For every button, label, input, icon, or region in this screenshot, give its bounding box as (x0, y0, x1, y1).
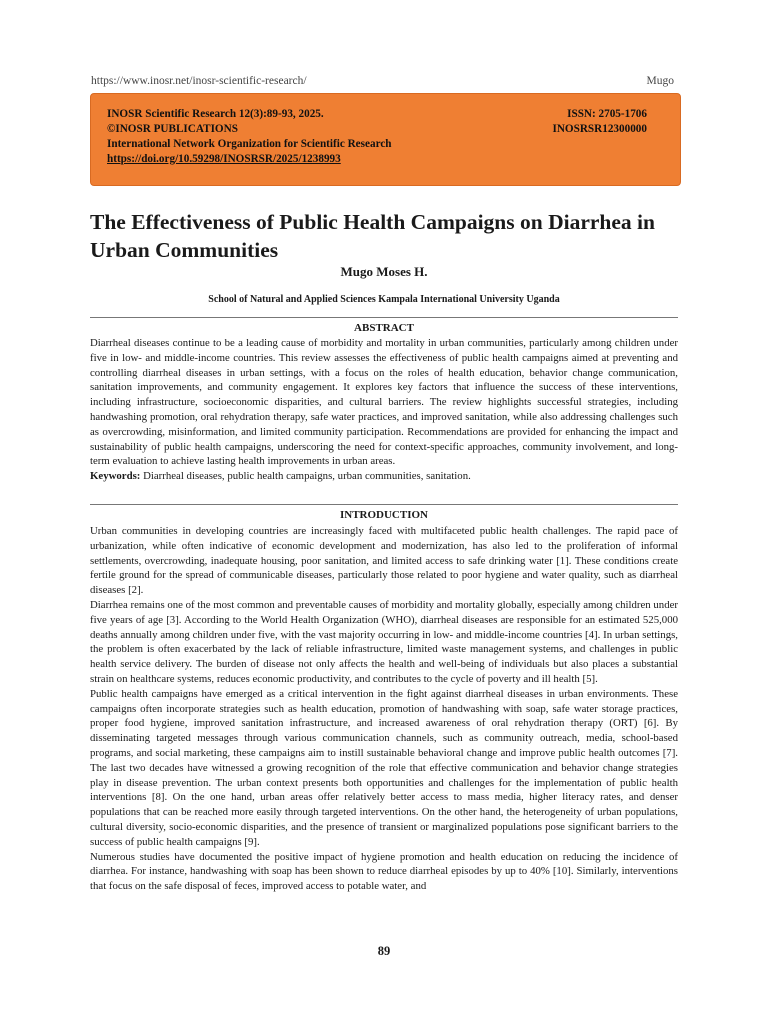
copyright-line: ©INOSR PUBLICATIONS (107, 123, 238, 135)
abstract-text: Diarrheal diseases continue to be a leading cause of morbidity and mortality in urban communities, particularly among children under five in low- and middle-income countries. This review assesses the effectiveness of public health campaigns aimed at preventing and controlling diarrheal diseases in urban settings, with a focus on the roles of health education, behavior change communication, sanitation improvements, and community engagement. It explores key factors that influence the success of these interventions, including infrastructure, socioeconomic disparities, and cultural barriers. The review highlights successful strategies, including handwashing promotion, oral rehydration therapy, safe water practices, and improved sanitation, while also addressing challenges such as overcrowding, misinformation, and limited community participation. Recommendations are provided for enhancing the impact and sustainability of public health campaigns, underscoring the need for context-specific approaches, community involvement, and long-term evaluation to achieve lasting health improvements in urban areas. (90, 337, 678, 468)
abstract-body (90, 336, 678, 484)
doi-link[interactable]: https://doi.org/10.59298/INOSRSR/2025/1238993 (107, 153, 341, 165)
organization-line: International Network Organization for Scientific Research (107, 138, 392, 150)
article-id: INOSRSR12300000 (552, 123, 647, 135)
intro-paragraph: Urban communities in developing countries are increasingly faced with multifaceted public health challenges. The rapid pace of urbanization, while often indicative of economic development and modernization, has also led to the proliferation of informal settlements, overcrowding, inadequate housing, poor sanitation, and limited access to safe drinking water [1]. These conditions create fertile ground for the spread of communicable diseases, particularly those related to poor hygiene and water quality, such as diarrheal diseases [2]. (90, 525, 678, 597)
banner-right (553, 107, 648, 137)
author-name: Mugo Moses H. (340, 264, 428, 279)
page-number: 89 (377, 944, 391, 958)
banner-left (107, 107, 392, 167)
author-affiliation: School of Natural and Applied Sciences Kampala International University Uganda (208, 294, 560, 305)
intro-paragraph: Diarrhea remains one of the most common and preventable causes of morbidity and mortality globally, especially among children under five years of age [3]. According to the World Health Organization (WHO), diarrheal diseases are responsible for an estimated 525,000 deaths annually among children under five, with the vast majority occurring in low- and middle-income countries [4]. In urban settings, the problem is often exacerbated by the lack of reliable infrastructure, limited waste management systems, and challenges in public health service delivery. The burden of disease not only affects the health and well-being of individuals but also places a substantial strain on healthcare systems, reduces economic productivity, and contributes to the cycle of poverty and ill health [5]. (90, 598, 678, 685)
article-title: The Effectiveness of Public Health Campaigns on Diarrhea in Urban Communities (90, 210, 655, 262)
keywords-text: Diarrheal diseases, public health campaigns, urban communities, sanitation. (140, 470, 471, 483)
keywords-line (90, 469, 678, 484)
abstract-heading: ABSTRACT (354, 322, 414, 334)
introduction-heading: INTRODUCTION (339, 509, 428, 521)
introduction-body (90, 524, 678, 894)
running-author: Mugo (646, 75, 674, 87)
abstract-top-rule (90, 317, 678, 318)
intro-paragraph: Public health campaigns have emerged as a critical intervention in the fight against diarrheal diseases in urban environments. These campaigns often incorporate strategies such as health education, promotion of handwashing with soap, safe water storage practices, proper food hygiene, improved sanitation infrastructure, and increased awareness of oral rehydration therapy (ORT) [6]. By disseminating targeted messages through various communication channels, such as community outreach, media, school-based programs, and social marketing, these campaigns aim to instill sustainable behavioral change and improve public health outcomes [7]. The last two decades have witnessed a growing recognition of the role that effective communication and behavior change strategies play in disease prevention. The urban context presents both opportunities and challenges for the implementation of public health interventions [8]. On the one hand, urban areas offer relatively better access to mass media, higher literacy rates, and denser populations that can be reached more easily through targeted interventions. On the other hand, the heterogeneity of urban populations, cultural diversity, socio-economic disparities, and the presence of transient or marginalized populations pose significant barriers to the success of public health campaigns [9]. (90, 687, 678, 848)
issn: ISSN: 2705-1706 (567, 108, 647, 120)
intro-top-rule (90, 504, 678, 505)
intro-paragraph: Numerous studies have documented the positive impact of hygiene promotion and health education on reducing the incidence of diarrhea. For instance, handwashing with soap has been shown to reduce diarrheal episodes by up to 40% [10]. Similarly, interventions that focus on the safe disposal of feces, improved access to potable water, and (90, 850, 678, 893)
header-url: https://www.inosr.net/inosr-scientific-research/ (91, 75, 307, 87)
keywords-label: Keywords: (90, 470, 141, 483)
journal-banner (90, 93, 681, 186)
journal-citation: INOSR Scientific Research 12(3):89-93, 2025. (107, 108, 324, 120)
